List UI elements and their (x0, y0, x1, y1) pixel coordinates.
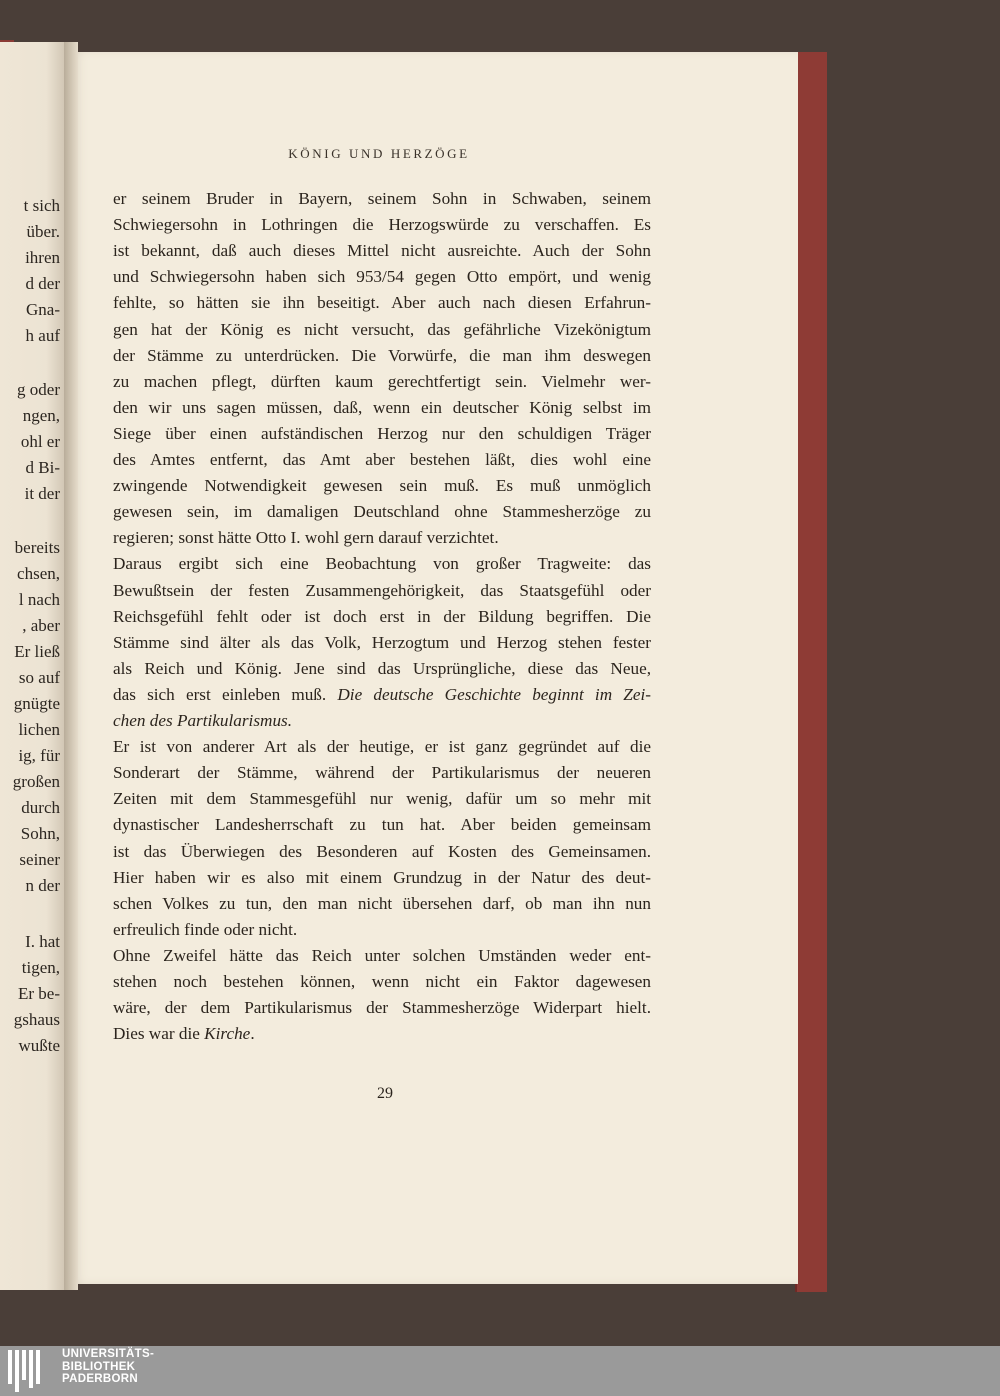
left-page-fragment: d der (25, 274, 60, 293)
text-line (113, 708, 651, 734)
text-line: zwingende Notwendigkeit gewesen sein muß. Es muß unmöglich (113, 476, 651, 496)
left-page-fragment: g oder (17, 380, 60, 399)
text-line: Sonderart der Stämme, während der Partikularismus der neueren (113, 763, 651, 783)
text-line: Er ist von anderer Art als der heutige, er ist ganz gegründet auf die (113, 737, 651, 757)
page-number: 29 (377, 1085, 393, 1102)
left-page-fragment: Er be- (17, 984, 60, 1003)
text-line: und Schwiegersohn haben sich 953/54 gegen Otto empört, und wenig (113, 267, 651, 287)
text-line: Reichsgefühl fehlt oder ist doch erst in der Bildung begriffen. Die (113, 606, 651, 626)
left-page-fragment: ihren (25, 248, 60, 267)
left-page (0, 42, 66, 1290)
left-page-fragment: Er ließ (14, 642, 60, 661)
left-page-fragment: Gna- (26, 300, 60, 319)
text-line: fehlte, so hätten sie ihn beseitigt. Aber auch nach diesen Erfahrun- (113, 293, 651, 313)
left-page-fragment: it der (24, 484, 60, 503)
left-page-fragment: gshaus (13, 1010, 60, 1029)
text-line: gewesen sein, im damaligen Deutschland ohne Stammesherzöge zu (113, 502, 651, 522)
left-page-fragment: gnügte (13, 694, 60, 713)
text-run: . (250, 1024, 255, 1044)
text-line: Siege über einen aufständischen Herzog nur den schuldigen Träger (113, 423, 651, 443)
text-run: das sich erst einleben muß. (113, 684, 338, 704)
text-run: Dies war die (113, 1024, 205, 1044)
italic-run: chen des Partikularismus. (113, 711, 293, 730)
left-page-fragment: l nach (18, 590, 60, 609)
left-page-fragment: , aber (22, 616, 60, 635)
text-line: Schwiegersohn in Lothringen die Herzogswürde zu verschaffen. Es (113, 215, 651, 235)
left-page-fragment: I. hat (25, 932, 60, 951)
text-line: stehen noch bestehen können, wenn nicht ein Faktor dagewesen (113, 972, 651, 991)
text-line: wäre, der dem Partikularismus der Stammesherzöge Widerpart hielt. (113, 998, 651, 1018)
text-line: gen hat der König es nicht versucht, das gefährliche Vizekönigtum (113, 319, 651, 339)
left-page-fragment: n der (25, 876, 60, 895)
text-line: ist bekannt, daß auch dieses Mittel nicht ausreichte. Auch der Sohn (113, 241, 651, 261)
text-line: dynastischer Landesherrschaft zu tun hat. Aber beiden gemeinsam (113, 815, 651, 835)
library-logo-text (62, 1348, 154, 1386)
left-page-fragment: seiner (19, 850, 60, 869)
left-page-fragment: d Bi- (25, 458, 60, 477)
left-page-fragment: so auf (18, 668, 60, 687)
left-page-fragment: ohl er (20, 432, 60, 451)
library-logo-icon (8, 1350, 58, 1392)
text-line (113, 682, 651, 708)
text-line: Stämme sind älter als das Volk, Herzogtum und Herzog stehen fester (113, 632, 651, 652)
text-line: erfreulich finde oder nicht. (113, 919, 298, 939)
text-line: der Stämme zu unterdrücken. Die Vorwürfe, die man ihm deswegen (113, 345, 651, 365)
text-line: den wir uns sagen müssen, daß, wenn ein deutscher König selbst im (113, 397, 651, 417)
left-page-fragment: über. (26, 222, 60, 241)
right-cover-board (795, 52, 827, 1292)
text-line: zu machen pflegt, dürften kaum gerechtfertigt sein. Vielmehr wer- (113, 371, 651, 391)
book-gutter (64, 42, 78, 1290)
text-line: er seinem Bruder in Bayern, seinem Sohn in Schwaben, seinem (113, 189, 651, 208)
left-page-fragment: bereits (14, 538, 60, 557)
text-line: Hier haben wir es also mit einem Grundzug in der Natur des deut- (113, 867, 651, 887)
left-page-fragment: ig, für (18, 746, 60, 765)
text-line: des Amtes entfernt, das Amt aber bestehen läßt, dies wohl eine (113, 450, 651, 469)
left-page-fragment: Sohn, (20, 824, 60, 843)
text-line: ist das Überwiegen des Besonderen auf Kosten des Gemeinsamen. (113, 841, 651, 861)
left-page-fragment: tigen, (21, 958, 60, 977)
text-line: schen Volkes zu tun, den man nicht übersehen darf, ob man ihn nun (113, 893, 651, 913)
text-line: Daraus ergibt sich eine Beobachtung von großer Tragweite: das (113, 554, 651, 574)
left-page-fragment: chsen, (17, 564, 60, 583)
logo-line: PADERBORN (62, 1373, 138, 1385)
left-page-fragment: h auf (25, 326, 60, 345)
left-page-fragment: t sich (23, 196, 60, 215)
text-line: als Reich und König. Jene sind das Ursprüngliche, diese das Neue, (113, 658, 651, 678)
logo-line: UNIVERSITÄTS- (62, 1348, 155, 1360)
left-page-fragment: lichen (18, 720, 60, 739)
left-page-fragment: großen (12, 772, 60, 791)
left-page-fragment: wußte (18, 1036, 60, 1055)
text-line (113, 1021, 651, 1047)
left-page-fragment: ngen, (22, 406, 60, 425)
left-page-fragment: durch (21, 798, 60, 817)
italic-run: Die deutsche Geschichte beginnt im Zei- (337, 684, 651, 704)
running-head: KÖNIG UND HERZÖGE (288, 146, 470, 161)
logo-line: BIBLIOTHEK (62, 1360, 136, 1373)
text-line: regieren; sonst hätte Otto I. wohl gern darauf verzichtet. (113, 528, 499, 548)
text-line: Bewußtsein der festen Zusammengehörigkeit, das Staatsgefühl oder (113, 580, 651, 600)
text-line: Zeiten mit dem Stammesgefühl nur wenig, dafür um so mehr mit (113, 789, 651, 809)
italic-run: Kirche (204, 1024, 251, 1044)
text-line: Ohne Zweifel hätte das Reich unter solchen Umständen weder ent- (113, 945, 651, 965)
